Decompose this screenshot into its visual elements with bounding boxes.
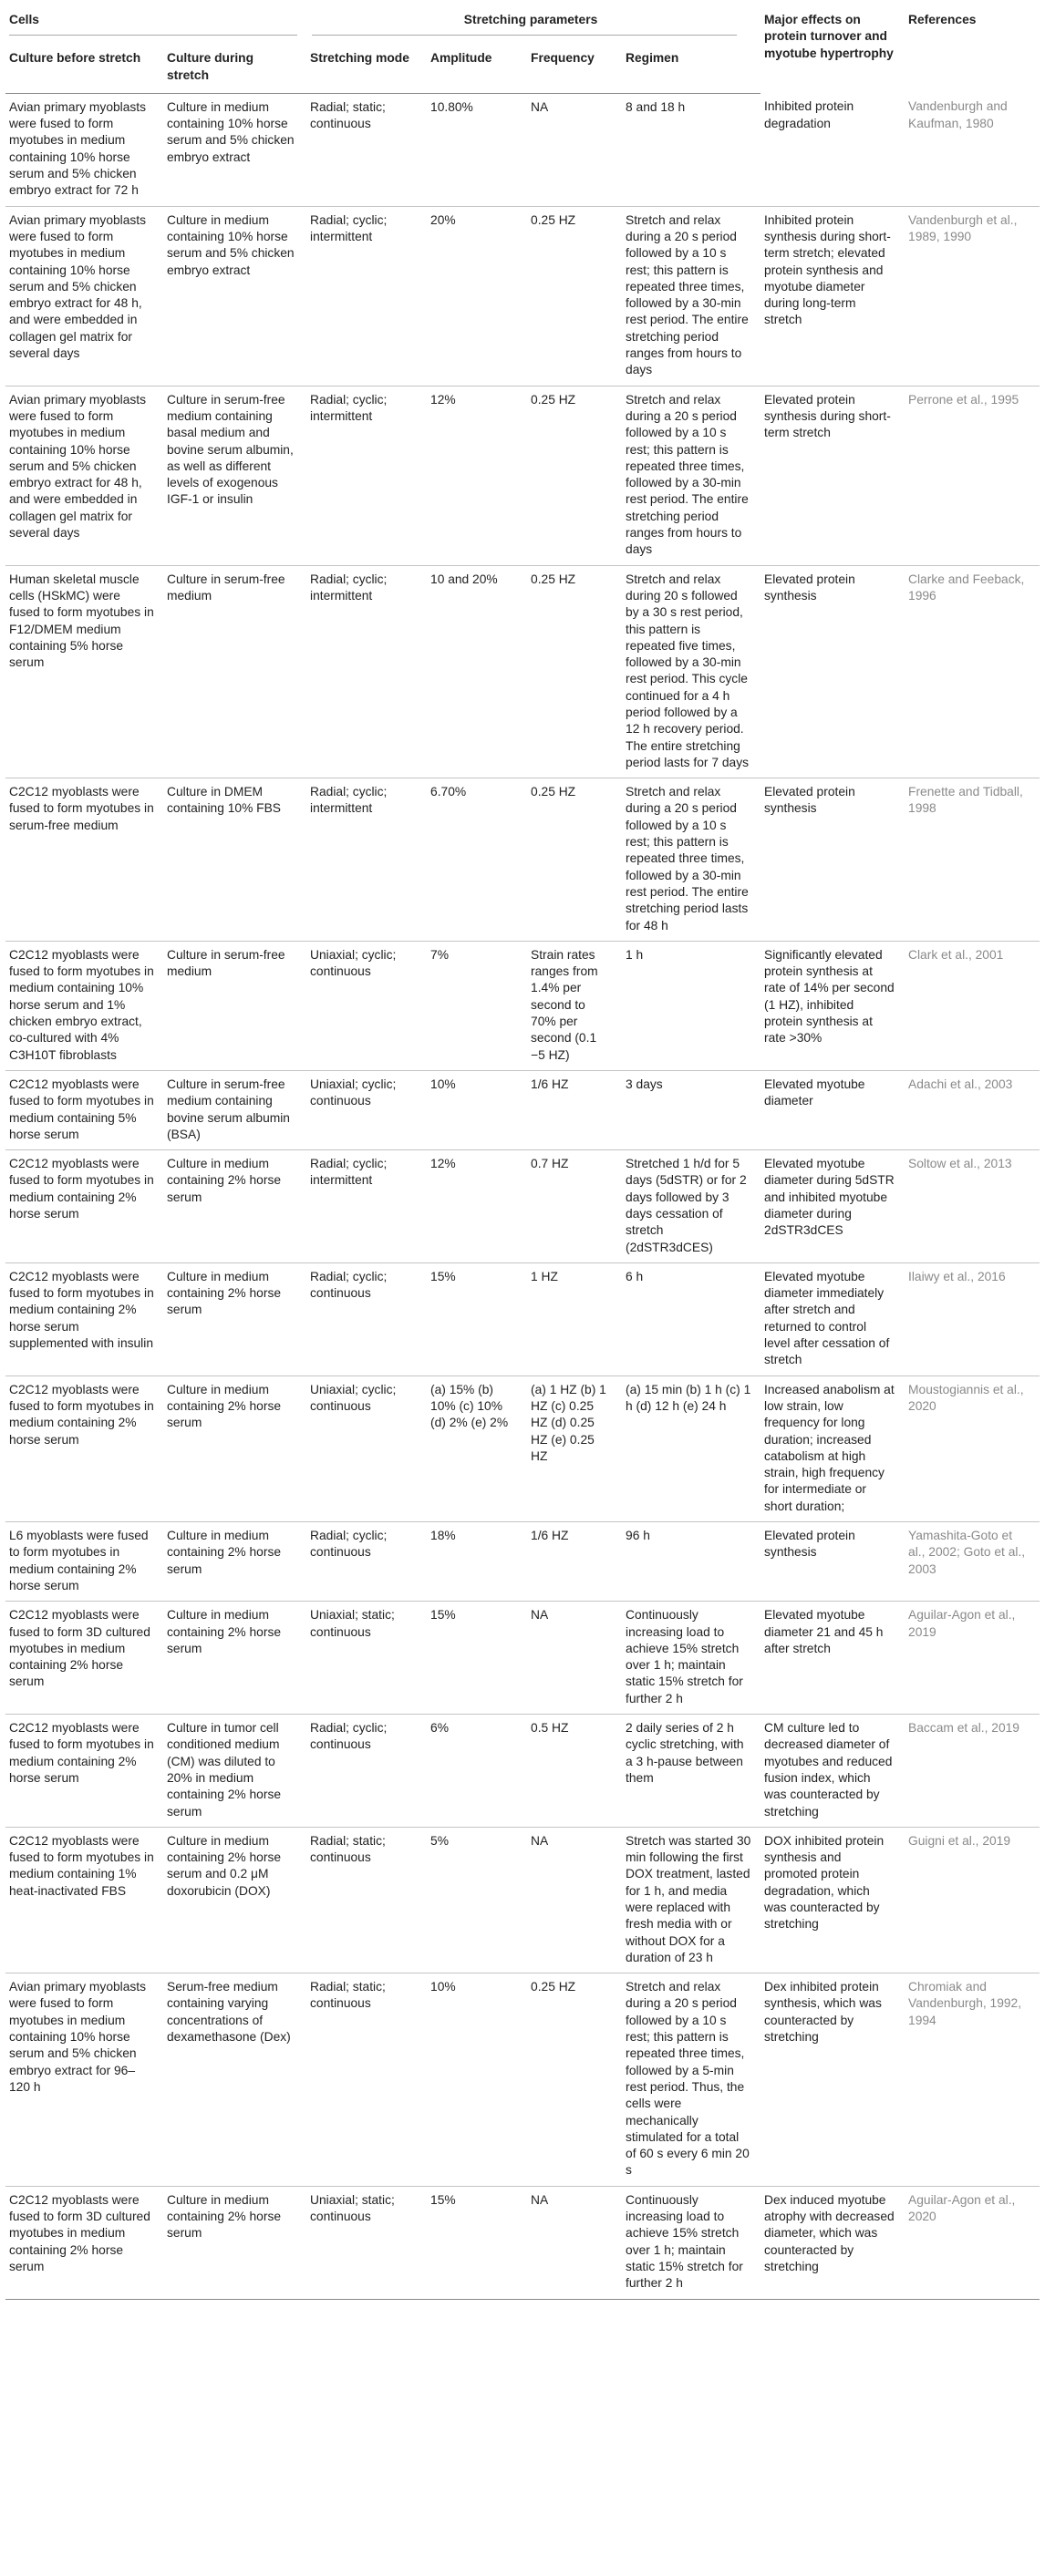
header-culture-before: Culture before stretch: [5, 45, 163, 93]
cell-stretching-mode: Radial; static; continuous: [306, 1827, 427, 1973]
cell-amplitude: 10 and 20%: [427, 565, 527, 778]
cell-regimen: Stretch and relax during a 20 s period followed by a 10 s rest; this pattern is repeated three times, followed by a 5-min rest period. Thus, the cells were mechanically stimulated for a total of 60 s every 6 min 20 s: [622, 1973, 760, 2187]
header-stretching-parameters: [306, 5, 760, 45]
cell-reference: Moustogiannis et al., 2020: [905, 1376, 1040, 1521]
cell-culture-before: C2C12 myoblasts were fused to form myotubes in medium containing 2% horse serum supplemented with insulin: [5, 1262, 163, 1376]
cell-frequency: 0.25 HZ: [527, 565, 622, 778]
cell-reference: Yamashita-Goto et al., 2002; Goto et al., 2003: [905, 1522, 1040, 1602]
cell-major-effects: Significantly elevated protein synthesis at rate of 14% per second (1 HZ), inhibited protein synthesis at rate >30%: [760, 941, 905, 1070]
cell-reference: Ilaiwy et al., 2016: [905, 1262, 1040, 1376]
cell-reference: Vandenburgh and Kaufman, 1980: [905, 93, 1040, 206]
cell-frequency: 0.25 HZ: [527, 386, 622, 565]
cell-culture-before: C2C12 myoblasts were fused to form myotubes in medium containing 1% heat-inactivated FBS: [5, 1827, 163, 1973]
cell-regimen: Continuously increasing load to achieve 15% stretch over 1 h; maintain static 15% stretch for further 2 h: [622, 2186, 760, 2299]
cell-culture-before: C2C12 myoblasts were fused to form 3D cultured myotubes in medium containing 2% horse serum: [5, 2186, 163, 2299]
cell-amplitude: 10%: [427, 1070, 527, 1149]
cell-culture-during: Culture in medium containing 2% horse serum: [163, 1522, 306, 1602]
cell-stretching-mode: Radial; cyclic; continuous: [306, 1715, 427, 1828]
table-row: [5, 93, 1040, 206]
cell-culture-before: C2C12 myoblasts were fused to form myotubes in medium containing 2% horse serum: [5, 1376, 163, 1521]
cell-major-effects: Elevated protein synthesis: [760, 778, 905, 942]
cell-regimen: 1 h: [622, 941, 760, 1070]
cell-frequency: 0.25 HZ: [527, 206, 622, 386]
cell-culture-during: Culture in medium containing 2% horse serum: [163, 1262, 306, 1376]
cell-culture-before: Avian primary myoblasts were fused to form myotubes in medium containing 10% horse serum and 5% chicken embryo extract for 48 h, and were embedded in collagen gel matrix for several days: [5, 206, 163, 386]
table-row: [5, 1150, 1040, 1263]
cell-culture-before: C2C12 myoblasts were fused to form myotubes in medium containing 2% horse serum: [5, 1150, 163, 1263]
table-row: [5, 1522, 1040, 1602]
table-row: [5, 941, 1040, 1070]
cell-amplitude: 12%: [427, 1150, 527, 1263]
cell-major-effects: Elevated myotube diameter during 5dSTR and inhibited myotube diameter during 2dSTR3dCES: [760, 1150, 905, 1263]
header-frequency: Frequency: [527, 45, 622, 93]
cell-reference: Clark et al., 2001: [905, 941, 1040, 1070]
cell-culture-during: Culture in medium containing 10% horse serum and 5% chicken embryo extract: [163, 206, 306, 386]
cell-frequency: 0.5 HZ: [527, 1715, 622, 1828]
cell-major-effects: Inhibited protein degradation: [760, 93, 905, 206]
table-row: [5, 778, 1040, 942]
cell-frequency: 1/6 HZ: [527, 1070, 622, 1149]
cell-major-effects: Elevated protein synthesis: [760, 565, 905, 778]
table-row: [5, 1376, 1040, 1521]
cell-frequency: NA: [527, 2186, 622, 2299]
cell-stretching-mode: Radial; cyclic; intermittent: [306, 386, 427, 565]
cell-major-effects: Elevated myotube diameter immediately after stretch and returned to control level after cessation of stretch: [760, 1262, 905, 1376]
cell-amplitude: 7%: [427, 941, 527, 1070]
cell-stretching-mode: Radial; cyclic; intermittent: [306, 1150, 427, 1263]
cell-reference: Adachi et al., 2003: [905, 1070, 1040, 1149]
cell-reference: Vandenburgh et al., 1989, 1990: [905, 206, 1040, 386]
cell-amplitude: 5%: [427, 1827, 527, 1973]
cell-frequency: Strain rates ranges from 1.4% per second to 70% per second (0.1 −5 HZ): [527, 941, 622, 1070]
cell-frequency: 0.7 HZ: [527, 1150, 622, 1263]
table-row: [5, 1973, 1040, 2187]
table-row: [5, 1602, 1040, 1715]
cell-culture-before: C2C12 myoblasts were fused to form myotubes in serum-free medium: [5, 778, 163, 942]
cell-major-effects: Elevated myotube diameter: [760, 1070, 905, 1149]
cell-stretching-mode: Radial; cyclic; intermittent: [306, 565, 427, 778]
table-row: [5, 565, 1040, 778]
cell-amplitude: 15%: [427, 1262, 527, 1376]
cell-major-effects: Dex inhibited protein synthesis, which was counteracted by stretching: [760, 1973, 905, 2187]
cell-major-effects: CM culture led to decreased diameter of myotubes and reduced fusion index, which was counteracted by stretching: [760, 1715, 905, 1828]
table-row: [5, 2186, 1040, 2299]
cell-amplitude: 15%: [427, 2186, 527, 2299]
cell-amplitude: 10%: [427, 1973, 527, 2187]
cell-frequency: 0.25 HZ: [527, 1973, 622, 2187]
cell-frequency: 1 HZ: [527, 1262, 622, 1376]
cell-amplitude: 12%: [427, 386, 527, 565]
cell-regimen: Stretched 1 h/d for 5 days (5dSTR) or for 2 days followed by 3 days cessation of stretch (2dSTR3dCES): [622, 1150, 760, 1263]
cell-amplitude: 20%: [427, 206, 527, 386]
cell-regimen: Stretch and relax during a 20 s period followed by a 10 s rest; this pattern is repeated three times, followed by a 30-min rest period. The entire stretching period ranges from hours to days: [622, 386, 760, 565]
cell-culture-during: Culture in tumor cell conditioned medium (CM) was diluted to 20% in medium containing 2% horse serum: [163, 1715, 306, 1828]
cell-reference: Frenette and Tidball, 1998: [905, 778, 1040, 942]
table-row: [5, 1715, 1040, 1828]
cell-major-effects: Dex induced myotube atrophy with decreased diameter, which was counteracted by stretching: [760, 2186, 905, 2299]
cell-culture-during: Culture in serum-free medium: [163, 565, 306, 778]
cell-amplitude: 6.70%: [427, 778, 527, 942]
cell-stretching-mode: Uniaxial; static; continuous: [306, 1602, 427, 1715]
cell-major-effects: Elevated protein synthesis: [760, 1522, 905, 1602]
cell-frequency: (a) 1 HZ (b) 1 HZ (c) 0.25 HZ (d) 0.25 HZ (e) 0.25 HZ: [527, 1376, 622, 1521]
cell-stretching-mode: Radial; cyclic; continuous: [306, 1522, 427, 1602]
cell-culture-during: Culture in serum-free medium containing basal medium and bovine serum albumin, as well as different levels of exogenous IGF-1 or insulin: [163, 386, 306, 565]
cell-culture-during: Culture in serum-free medium containing bovine serum albumin (BSA): [163, 1070, 306, 1149]
cell-culture-during: Culture in medium containing 10% horse serum and 5% chicken embryo extract: [163, 93, 306, 206]
header-references: References: [908, 13, 977, 26]
cell-amplitude: (a) 15% (b) 10% (c) 10% (d) 2% (e) 2%: [427, 1376, 527, 1521]
cell-reference: Guigni et al., 2019: [905, 1827, 1040, 1973]
cell-reference: Clarke and Feeback, 1996: [905, 565, 1040, 778]
cell-frequency: 0.25 HZ: [527, 778, 622, 942]
cell-reference: Aguilar-Agon et al., 2019: [905, 1602, 1040, 1715]
cell-culture-during: Culture in medium containing 2% horse serum: [163, 1376, 306, 1521]
cell-stretching-mode: Uniaxial; cyclic; continuous: [306, 941, 427, 1070]
cell-culture-before: Avian primary myoblasts were fused to form myotubes in medium containing 10% horse serum and 5% chicken embryo extract for 48 h, and were embedded in collagen gel matrix for several days: [5, 386, 163, 565]
table-row: [5, 1070, 1040, 1149]
cell-culture-before: C2C12 myoblasts were fused to form myotubes in medium containing 5% horse serum: [5, 1070, 163, 1149]
cell-major-effects: Elevated protein synthesis during short-term stretch: [760, 386, 905, 565]
cell-regimen: 6 h: [622, 1262, 760, 1376]
cell-regimen: Stretch was started 30 min following the first DOX treatment, lasted for 1 h, and media were replaced with fresh media with or without DOX for a duration of 23 h: [622, 1827, 760, 1973]
cell-reference: Aguilar-Agon et al., 2020: [905, 2186, 1040, 2299]
header-stretching-rule: [312, 35, 737, 36]
cell-regimen: Stretch and relax during a 20 s period followed by a 10 s rest; this pattern is repeated three times, followed by a 30-min rest period. The entire stretching period ranges from hours to days: [622, 206, 760, 386]
cell-stretching-mode: Radial; cyclic; intermittent: [306, 778, 427, 942]
cell-culture-before: L6 myoblasts were fused to form myotubes in medium containing 2% horse serum: [5, 1522, 163, 1602]
cell-reference: Perrone et al., 1995: [905, 386, 1040, 565]
cell-culture-before: C2C12 myoblasts were fused to form 3D cultured myotubes in medium containing 2% horse serum: [5, 1602, 163, 1715]
table-row: [5, 1827, 1040, 1973]
cell-regimen: 96 h: [622, 1522, 760, 1602]
stretching-studies-table: [5, 5, 1040, 2300]
header-culture-during: Culture during stretch: [163, 45, 306, 93]
cell-culture-before: Avian primary myoblasts were fused to form myotubes in medium containing 10% horse serum and 5% chicken embryo extract for 96–120 h: [5, 1973, 163, 2187]
cell-major-effects: DOX inhibited protein synthesis and promoted protein degradation, which was counteracted by stretching: [760, 1827, 905, 1973]
cell-culture-before: Avian primary myoblasts were fused to form myotubes in medium containing 10% horse serum and 5% chicken embryo extract for 72 h: [5, 93, 163, 206]
cell-stretching-mode: Radial; cyclic; continuous: [306, 1262, 427, 1376]
cell-stretching-mode: Uniaxial; static; continuous: [306, 2186, 427, 2299]
cell-reference: Baccam et al., 2019: [905, 1715, 1040, 1828]
cell-frequency: NA: [527, 1827, 622, 1973]
cell-culture-during: Culture in medium containing 2% horse serum: [163, 1150, 306, 1263]
cell-regimen: Continuously increasing load to achieve 15% stretch over 1 h; maintain static 15% stretch for further 2 h: [622, 1602, 760, 1715]
table-row: [5, 1262, 1040, 1376]
cell-regimen: 8 and 18 h: [622, 93, 760, 206]
header-major-effects: Major effects on protein turnover and myotube hypertrophy: [764, 13, 894, 60]
header-cells-label: Cells: [9, 13, 39, 26]
cell-amplitude: 6%: [427, 1715, 527, 1828]
table-body: [5, 93, 1040, 2299]
cell-regimen: 2 daily series of 2 h cyclic stretching, with a 3 h-pause between them: [622, 1715, 760, 1828]
table-row: [5, 386, 1040, 565]
cell-culture-during: Culture in serum-free medium: [163, 941, 306, 1070]
cell-regimen: Stretch and relax during 20 s followed by a 30 s rest period, this pattern is repeated five times, followed by a 30-min rest period. This cycle continued for a 4 h period followed by a 12 h recovery period. The entire stretching period lasts for 7 days: [622, 565, 760, 778]
header-stretching-parameters-label: Stretching parameters: [463, 13, 598, 26]
cell-regimen: Stretch and relax during a 20 s period followed by a 10 s rest; this pattern is repeated three times, followed by a 30-min rest period. The entire stretching period lasts for 48 h: [622, 778, 760, 942]
cell-major-effects: Elevated myotube diameter 21 and 45 h after stretch: [760, 1602, 905, 1715]
cell-stretching-mode: Radial; cyclic; intermittent: [306, 206, 427, 386]
header-regimen: Regimen: [622, 45, 760, 93]
table-row: [5, 206, 1040, 386]
cell-culture-during: Culture in medium containing 2% horse serum and 0.2 μM doxorubicin (DOX): [163, 1827, 306, 1973]
cell-stretching-mode: Uniaxial; cyclic; continuous: [306, 1070, 427, 1149]
cell-amplitude: 10.80%: [427, 93, 527, 206]
table-header: [5, 5, 1040, 93]
header-amplitude: Amplitude: [427, 45, 527, 93]
header-cells: [5, 5, 306, 45]
cell-culture-before: C2C12 myoblasts were fused to form myotubes in medium containing 10% horse serum and 1% chicken embryo extract, co-cultured with 4% C3H10T fibroblasts: [5, 941, 163, 1070]
cell-frequency: 1/6 HZ: [527, 1522, 622, 1602]
cell-major-effects: Increased anabolism at low strain, low frequency for long duration; increased catabolism at high strain, high frequency for intermediate or short duration;: [760, 1376, 905, 1521]
cell-culture-during: Culture in medium containing 2% horse serum: [163, 1602, 306, 1715]
cell-culture-before: C2C12 myoblasts were fused to form myotubes in medium containing 2% horse serum: [5, 1715, 163, 1828]
cell-reference: Soltow et al., 2013: [905, 1150, 1040, 1263]
cell-stretching-mode: Radial; static; continuous: [306, 1973, 427, 2187]
cell-frequency: NA: [527, 1602, 622, 1715]
header-cells-rule: [9, 35, 297, 36]
cell-amplitude: 18%: [427, 1522, 527, 1602]
cell-amplitude: 15%: [427, 1602, 527, 1715]
cell-culture-during: Serum-free medium containing varying concentrations of dexamethasone (Dex): [163, 1973, 306, 2187]
cell-major-effects: Inhibited protein synthesis during short-term stretch; elevated protein synthesis and myotube diameter during long-term stretch: [760, 206, 905, 386]
cell-culture-before: Human skeletal muscle cells (HSkMC) were fused to form myotubes in F12/DMEM medium containing 5% horse serum: [5, 565, 163, 778]
cell-frequency: NA: [527, 93, 622, 206]
cell-stretching-mode: Uniaxial; cyclic; continuous: [306, 1376, 427, 1521]
cell-stretching-mode: Radial; static; continuous: [306, 93, 427, 206]
cell-reference: Chromiak and Vandenburgh, 1992, 1994: [905, 1973, 1040, 2187]
cell-regimen: (a) 15 min (b) 1 h (c) 1 h (d) 12 h (e) 24 h: [622, 1376, 760, 1521]
cell-culture-during: Culture in medium containing 2% horse serum: [163, 2186, 306, 2299]
cell-culture-during: Culture in DMEM containing 10% FBS: [163, 778, 306, 942]
header-stretching-mode: Stretching mode: [306, 45, 427, 93]
cell-regimen: 3 days: [622, 1070, 760, 1149]
